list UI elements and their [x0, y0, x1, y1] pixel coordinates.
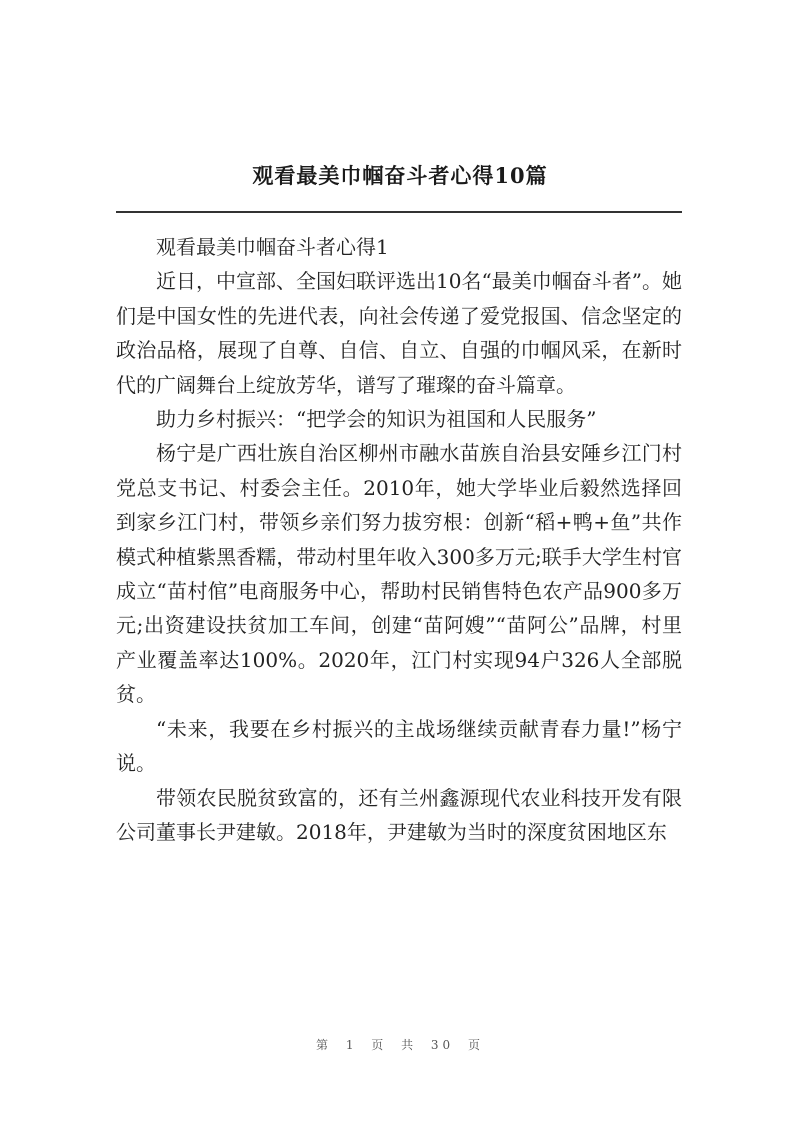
paragraph-yang-ning: 杨宁是广西壮族自治区柳州市融水苗族自治县安陲乡江门村党总支书记、村委会主任。2010年，她大学毕业后毅然选择回到家乡江门村，带领乡亲们努力拔穷根：创新“稻+鸭+鱼”共作模式种植紫黑香糯，带动村里年收入300多万元;联手大学生村官成立“苗村倌”电商服务中心，帮助村民销售特色农产品900多万元;出资建设扶贫加工车间，创建“苗阿嫂”“苗阿公”品牌，村里产业覆盖率达100%。2020年，江门村实现94户326人全部脱贫。 [116, 441, 682, 707]
section-subheading: 助力乡村振兴：“把学会的知识为祖国和人民服务” [156, 407, 597, 432]
document-body [116, 230, 682, 849]
paragraph-yin-jianmin: 带领农民脱贫致富的，还有兰州鑫源现代农业科技开发有限公司董事长尹建敏。2018年，尹建敏为当时的深度贫困地区东 [116, 785, 682, 844]
section-heading: 观看最美巾帼奋斗者心得1 [156, 235, 389, 259]
paragraph-intro: 近日，中宣部、全国妇联评选出10名“最美巾帼奋斗者”。她们是中国女性的先进代表，向社会传递了爱党报国、信念坚定的政治品格，展现了自尊、自信、自立、自强的巾帼风采，在新时代的广阔舞台上绽放芳华，谱写了璀璨的奋斗篇章。 [116, 269, 682, 397]
paragraph-quote: “未来，我要在乡村振兴的主战场继续贡献青春力量!”杨宁说。 [116, 716, 682, 776]
page-footer: 第 1 页 共 30 页 [316, 1038, 484, 1052]
title-divider [116, 211, 682, 213]
document-title: 观看最美巾帼奋斗者心得10篇 [252, 163, 548, 188]
